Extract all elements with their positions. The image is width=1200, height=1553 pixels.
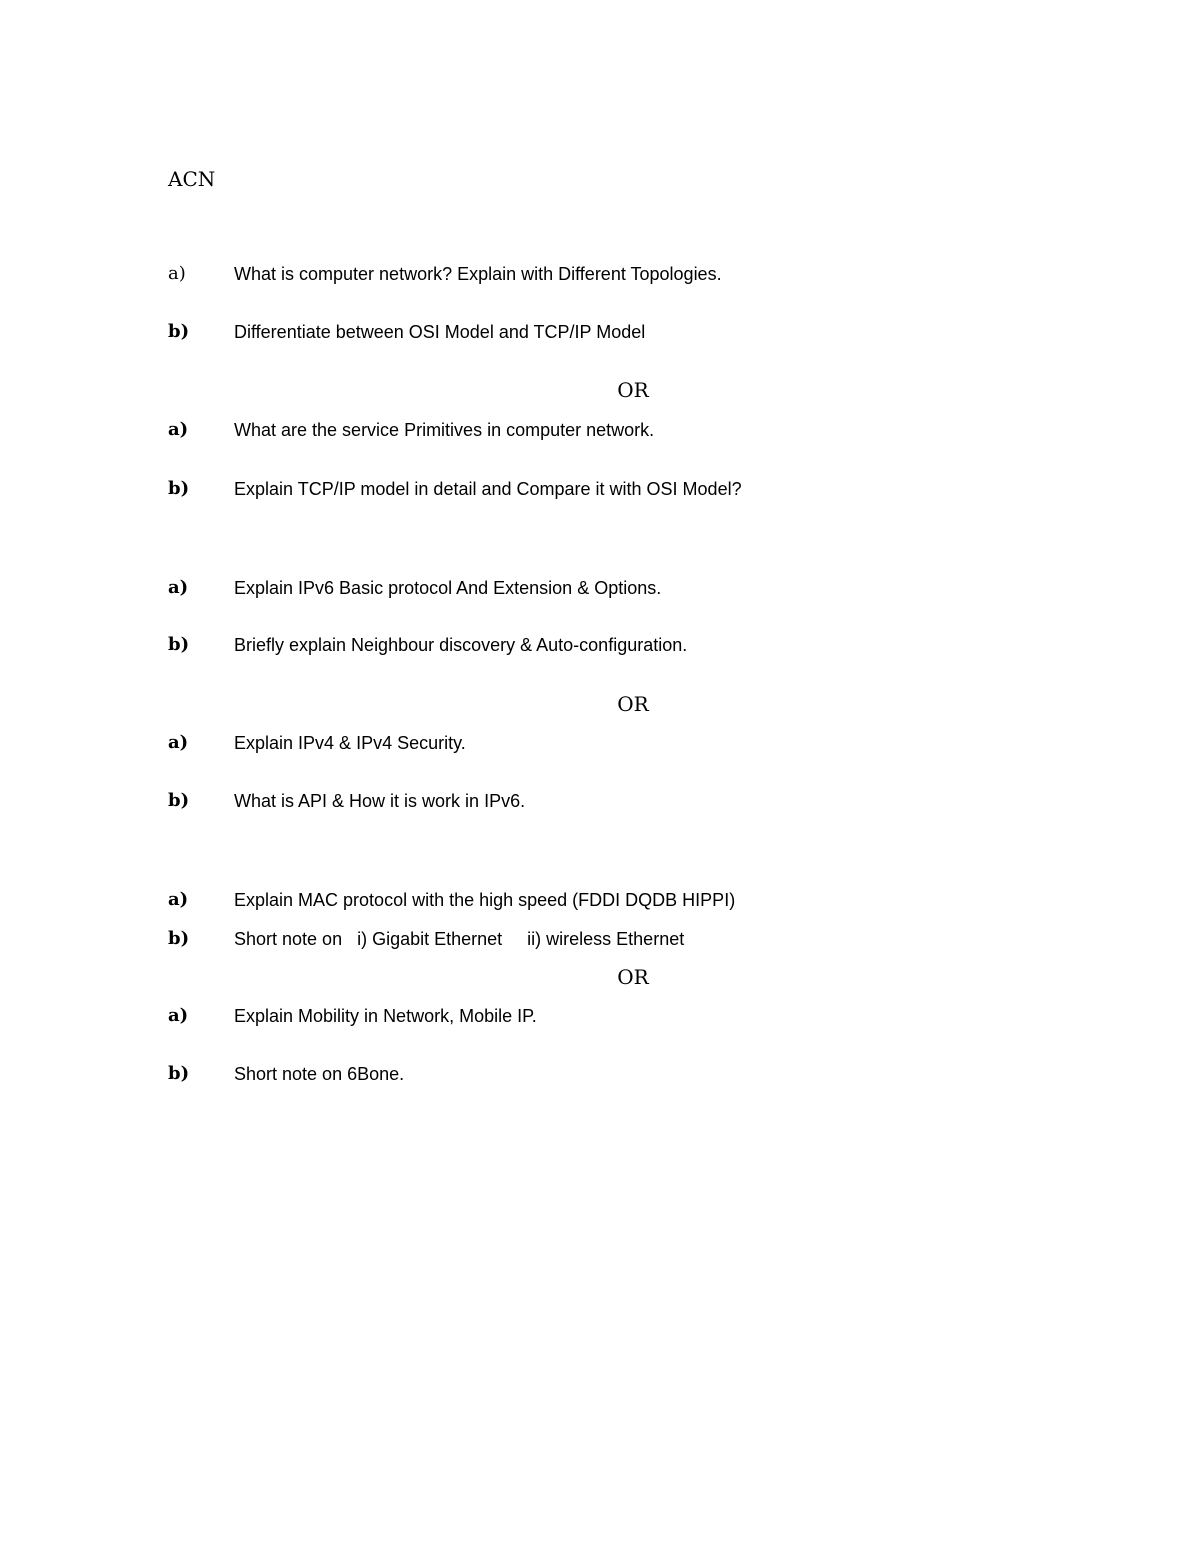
question-text: Short note on 6Bone. <box>234 1064 405 1084</box>
question-item <box>0 632 1200 658</box>
question-marker: b) <box>168 928 190 949</box>
question-marker: a) <box>168 263 186 284</box>
question-text: What is API & How it is work in IPv6. <box>234 791 526 811</box>
question-item <box>0 730 1200 756</box>
question-text: Short note on i) Gigabit Ethernet ii) wireless Ethernet <box>234 929 685 949</box>
question-text: Explain MAC protocol with the high speed (FDDI DQDB HIPPI) <box>234 890 736 910</box>
question-item <box>0 788 1200 814</box>
question-text: Briefly explain Neighbour discovery & Auto-configuration. <box>234 635 688 655</box>
question-marker: a) <box>168 889 189 910</box>
document-title: ACN <box>168 167 216 191</box>
question-item <box>0 417 1200 443</box>
question-text: What is computer network? Explain with Different Topologies. <box>234 264 722 284</box>
question-item <box>0 1003 1200 1029</box>
question-text: Differentiate between OSI Model and TCP/IP Model <box>234 322 646 342</box>
question-item <box>0 926 1200 952</box>
question-marker: b) <box>168 478 190 499</box>
question-text: Explain IPv6 Basic protocol And Extension & Options. <box>234 578 662 598</box>
question-item <box>0 887 1200 913</box>
question-item <box>0 575 1200 601</box>
question-text: Explain IPv4 & IPv4 Security. <box>234 733 466 753</box>
question-marker: a) <box>168 419 189 440</box>
question-text: What are the service Primitives in computer network. <box>234 420 655 440</box>
question-item <box>0 319 1200 345</box>
or-separator: OR <box>617 378 649 402</box>
question-marker: a) <box>168 732 189 753</box>
question-text: Explain TCP/IP model in detail and Compare it with OSI Model? <box>234 479 742 499</box>
question-text: Explain Mobility in Network, Mobile IP. <box>234 1006 537 1026</box>
question-marker: b) <box>168 321 190 342</box>
question-marker: b) <box>168 634 190 655</box>
question-marker: b) <box>168 1063 190 1084</box>
question-item <box>0 476 1200 502</box>
question-marker: a) <box>168 577 189 598</box>
question-item <box>0 261 1200 287</box>
or-separator: OR <box>617 965 649 989</box>
question-item <box>0 1061 1200 1087</box>
question-marker: a) <box>168 1005 189 1026</box>
question-marker: b) <box>168 790 190 811</box>
or-separator: OR <box>617 692 649 716</box>
